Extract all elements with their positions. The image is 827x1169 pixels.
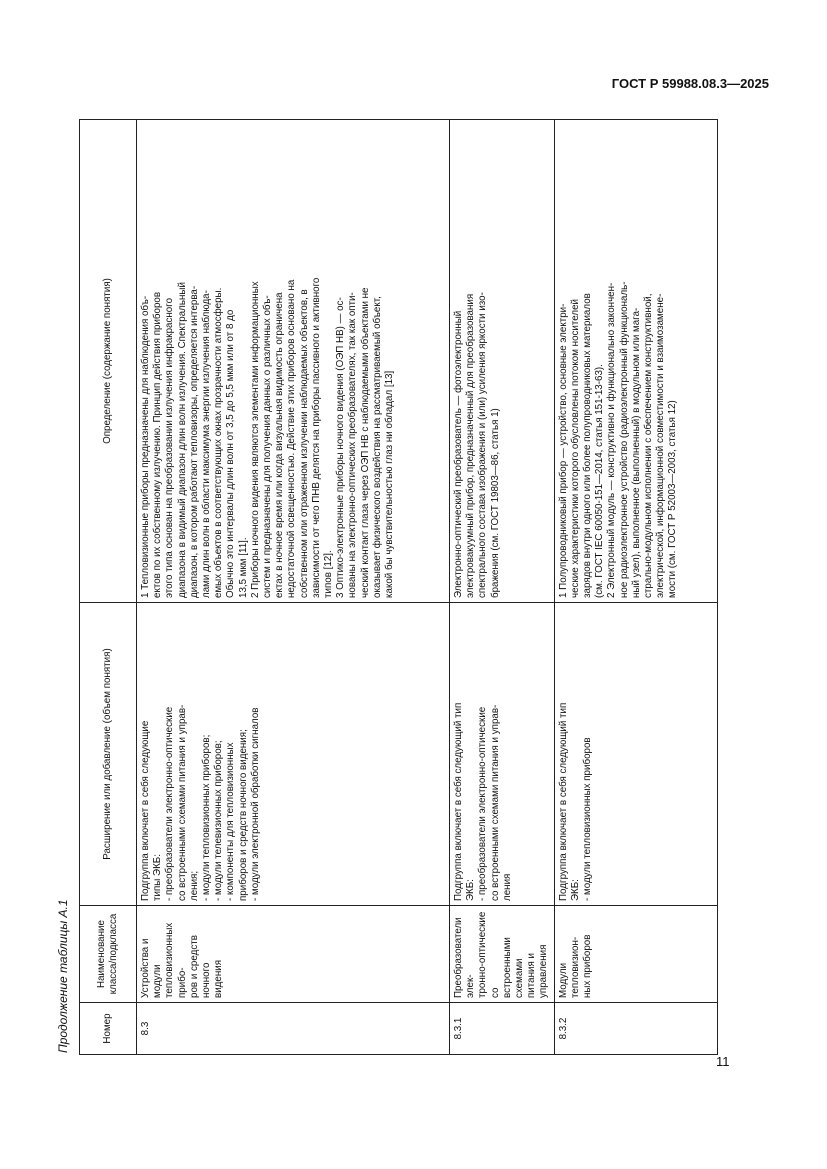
row-number: 8.3.1: [450, 1003, 555, 1055]
cell-text-line: спектрального состава изображения и (или) усиления яркости изо-: [477, 292, 489, 598]
cell-text-line: собственном или отраженном излучении наблюдаемых объектов, в: [298, 289, 310, 598]
row-name: [450, 906, 555, 1003]
page-number: 11: [716, 1054, 730, 1069]
cell-text-line: 2 Электронный модуль — конструктивно и функционально закончен-: [606, 282, 618, 598]
cell-text-line: ное радиоэлектронное устройство (радиоэлектронный функциональ-: [618, 281, 630, 598]
rotated-table-block: [55, 115, 695, 1055]
col-header-definition: Определение (содержание понятия): [80, 120, 137, 603]
cell-text-line: - компоненты для тепловизионных: [225, 742, 237, 901]
cell-text-line: ческий контакт глаза через ОЭП НВ с наблюдаемыми объектами не: [359, 287, 371, 598]
cell-text-line: приборов и средств ночного видения;: [237, 729, 249, 901]
cell-text-line: - преобразователи электронно-оптические: [164, 706, 176, 901]
cell-text-line: ческие характеристики которого обусловлены потоком носителей: [569, 298, 581, 598]
cell-text-line: Подгруппа включает в себя следующие: [140, 720, 151, 901]
cell-text-line: со встроенными схемами питания и управ-: [176, 704, 188, 901]
col-header-name-line: Наименование: [95, 920, 107, 988]
cell-text-line: (см. ГОСТ IEC 60050-151—2014, статья 151-13-63).: [594, 364, 606, 598]
cell-text-line: 1 Тепловизионные приборы предназначены для наблюдения объ-: [140, 295, 151, 598]
row-definition: [554, 120, 717, 603]
cell-text-line: типы ЭКБ:: [152, 854, 164, 901]
cell-text-line: видения: [213, 959, 225, 998]
cell-text-line: зависимости от чего ПНВ делятся на приборы пассивного и активного: [310, 277, 322, 598]
cell-text-line: электровакуумный прибор, предназначенный для преобразования: [465, 293, 477, 598]
row-scope: [450, 603, 555, 906]
cell-text-line: Подгруппа включает в себя следующий тип: [453, 702, 464, 901]
col-header-number: Номер: [80, 1003, 137, 1055]
cell-text-line: Электронно-оптический преобразователь — фотоэлектронный: [453, 310, 464, 598]
cell-text-line: 2 Приборы ночного видения являются элементами информационных: [249, 281, 261, 598]
cell-text-line: ления: [501, 873, 513, 901]
cell-text-line: какой бы чувствительностью глаз ни обладал [13]: [384, 370, 396, 598]
row-number: 8.3.2: [554, 1003, 717, 1055]
cell-text-line: 1 Полупроводниковый прибор — устройство, основные электри-: [557, 303, 569, 598]
cell-text-line: ектов по их собственному излучению. Принцип действия приборов: [152, 291, 164, 598]
cell-text-line: стрально-модульном исполнении с обеспечением конструктивной,: [643, 293, 655, 598]
row-name: [137, 906, 450, 1003]
cell-text-line: со встроенными схемами питания и управ-: [489, 704, 501, 901]
row-scope: [554, 603, 717, 906]
cell-text-line: электрической, информационной совместимости и взаимозамене-: [655, 293, 667, 598]
cell-text-line: 13,5 мкм [11].: [237, 537, 249, 598]
cell-text-line: - модули тепловизионных приборов: [582, 737, 594, 901]
table-caption: Продолжение таблицы А.1: [56, 899, 70, 1053]
cell-text-line: питания и управления: [526, 944, 550, 998]
cell-text-line: бражения (см. ГОСТ 19803—86, статья 1): [489, 408, 501, 598]
row-definition: [137, 120, 450, 603]
col-header-scope: Расширение или добавление (объем понятия): [80, 603, 137, 906]
cell-text-line: диапазон, в котором работают тепловизоры, определяется интерва-: [188, 285, 200, 598]
cell-text-line: Преобразователи элек-: [453, 917, 477, 998]
cell-text-line: Подгруппа включает в себя следующий тип: [557, 702, 569, 901]
row-definition: [450, 120, 555, 603]
cell-text-line: емых объектов в соответствующих окнах прозрачности атмосферы.: [213, 287, 225, 598]
document-code: ГОСТ Р 59988.08.3—2025: [611, 76, 769, 91]
cell-text-line: ров и средств ночного: [188, 935, 213, 998]
table-row: [137, 120, 450, 1055]
cell-text-line: 3 Оптико-электронные приборы ночного видения (ОЭП НВ) — ос-: [335, 297, 347, 598]
cell-text-line: ный узел), выполненное (выполненный) в модульном или мага-: [630, 307, 642, 598]
cell-text-line: - модули тепловизионных приборов;: [201, 734, 213, 901]
cell-text-line: Обычно это интервалы длин волн от 3,5 до 5,5 мкм или от 8 до: [225, 309, 237, 598]
table-header-row: [80, 120, 137, 1055]
cell-text-line: - преобразователи электронно-оптические: [477, 706, 489, 901]
cell-text-line: ления;: [188, 870, 200, 901]
row-number: 8.3: [137, 1003, 450, 1055]
cell-text-line: мости (см. ГОСТ Р 52003—2003, статья 12): [667, 400, 679, 598]
table-row: [450, 120, 555, 1055]
cell-text-line: типов [12].: [323, 550, 335, 598]
cell-text-line: тепловизионных прибо-: [164, 922, 188, 998]
cell-text-line: встроенными схемами: [501, 937, 526, 998]
cell-text-line: оказывает физического воздействия на рассматриваемый объект,: [371, 296, 383, 598]
cell-text-line: ных приборов: [582, 934, 594, 998]
cell-text-line: ектах в ночное время или когда визуальная видимость ограничена: [274, 292, 286, 598]
cell-text-line: недостаточной освещенностью. Действие этих приборов основано на: [286, 279, 298, 598]
cell-text-line: лами длин волн в области максимума энергии излучения наблюда-: [201, 290, 213, 598]
table-row: [554, 120, 717, 1055]
cell-text-line: ЭКБ:: [465, 879, 477, 901]
cell-text-line: ЭКБ:: [569, 879, 581, 901]
cell-text-line: систем и предназначены для получения данных о различных объ-: [262, 295, 274, 598]
cell-text-line: - модули телевизионных приборов;: [213, 740, 225, 901]
cell-text-line: - модули электронной обработки сигналов: [249, 707, 261, 901]
cell-text-line: зарядов внутри одного или более полупроводниковых материалов: [582, 293, 594, 598]
classification-table: [79, 119, 718, 1055]
cell-text-line: нованы на электронно-оптических преобразователях, так как опти-: [347, 292, 359, 598]
row-name: [554, 906, 717, 1003]
col-header-name-line: класса/подкласса: [108, 913, 119, 995]
cell-text-line: этого типа основан на преобразовании излучения инфракрасного: [164, 297, 176, 598]
row-scope: [137, 603, 450, 906]
cell-text-line: диапазона в видимый диапазон длин волн излучения. Спектральный: [176, 282, 188, 598]
col-header-name: [80, 906, 137, 1003]
cell-text-line: Модули тепловизион-: [557, 936, 581, 998]
cell-text-line: тронно-оптические со: [477, 911, 501, 998]
cell-text-line: Устройства и модули: [140, 938, 164, 998]
